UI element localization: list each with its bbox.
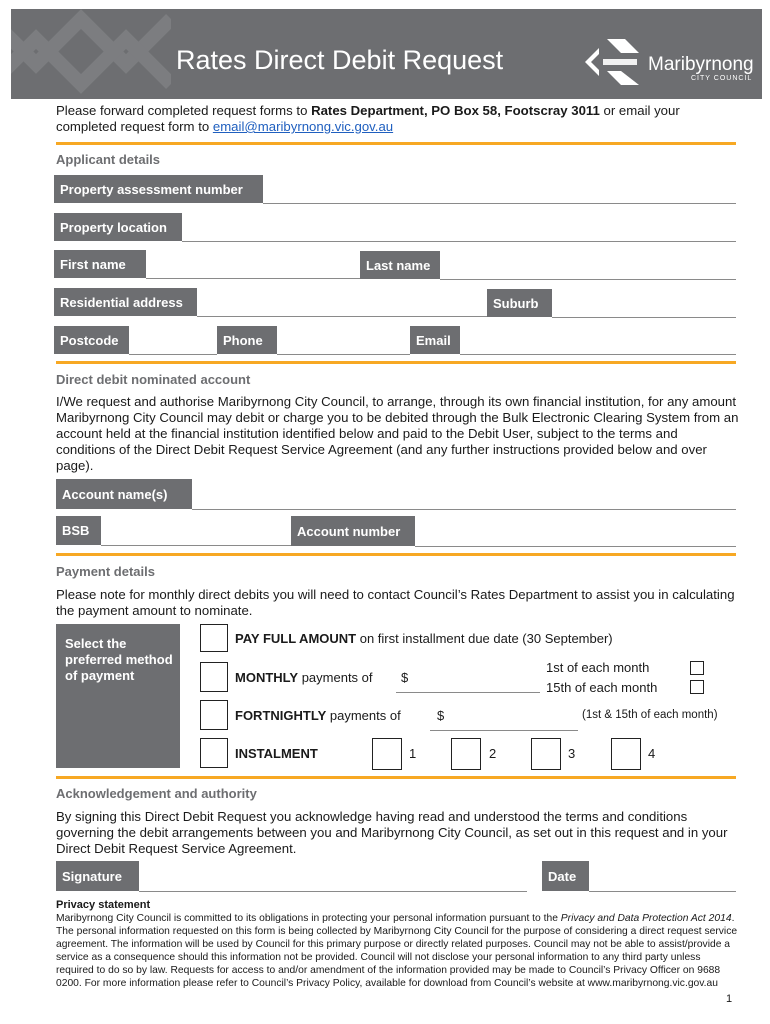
account-number-field[interactable] <box>415 546 736 547</box>
section-divider <box>56 776 736 779</box>
monthly-currency: $ <box>401 670 409 685</box>
last-name-label: Last name <box>360 251 440 279</box>
intro-text: Please forward completed request forms to Rates Department, PO Box 58, Footscray 3011 or email your completed request form to email@maribyrnong.vic.gov.au <box>56 103 680 134</box>
monthly-option-2-checkbox[interactable] <box>690 680 704 694</box>
email-field[interactable] <box>460 354 736 355</box>
monthly-label: MONTHLY payments of <box>235 670 373 685</box>
email-link[interactable]: email@maribyrnong.vic.gov.au <box>212 119 394 134</box>
account-number-label: Account number <box>291 516 415 546</box>
bsb-label: BSB <box>56 516 101 545</box>
phone-field[interactable] <box>277 354 410 355</box>
payment-note-text: Please note for monthly direct debits you will need to contact Council’s Rates Department to assist you in calculating the payment amount to nominate. <box>56 587 735 618</box>
acknowledgement-text: By signing this Direct Debit Request you acknowledge having read and understood the terms and conditions governing the debit arrangements between you and Maribyrnong City Council, as set out in this request and in your Direct Debit Request Service Agreement. <box>56 809 728 856</box>
fortnightly-checkbox[interactable] <box>200 700 228 730</box>
pay-full-amount-checkbox[interactable] <box>200 624 228 652</box>
property-location-field[interactable] <box>182 241 736 242</box>
section-divider <box>56 142 736 145</box>
monthly-option-1-checkbox[interactable] <box>690 661 704 675</box>
fortnightly-note: (1st & 15th of each month) <box>582 709 718 721</box>
account-names-field[interactable] <box>192 509 736 510</box>
monthly-option-2-label: 15th of each month <box>546 680 658 695</box>
header-banner <box>11 9 762 99</box>
residential-address-field[interactable] <box>197 316 487 317</box>
form-title: Rates Direct Debit Request <box>176 45 504 75</box>
acknowledgement-heading: Acknowledgement and authority <box>56 786 257 801</box>
payment-heading: Payment details <box>56 564 155 579</box>
date-field[interactable] <box>589 891 736 892</box>
phone-label: Phone <box>217 326 277 354</box>
account-heading: Direct debit nominated account <box>56 372 251 387</box>
privacy-statement-text: Maribyrnong City Council is committed to its obligations in protecting your personal information pursuant to the Privacy and Data Protection Act 2014. The personal information requested on this form is being collected by Maribyrnong City Council for the purpose of considering a direct request service agreement. The information will be used by Council for this primary purpose or directly related purposes. Council may not be able to assist/provide a service as a consequence should this information not be provided. Council will not disclose your personal information to any third party unless required to do so by law. Requests for access to and/or amendment of the information provided may be made to Council’s Privacy Officer on 9688 0200. For more information please refer to Council’s Privacy Policy, available for download from Council’s website at www.maribyrnong.vic.gov.au <box>56 913 738 989</box>
postcode-label: Postcode <box>54 326 129 354</box>
instalment-4-label: 4 <box>648 746 656 761</box>
instalment-3-checkbox[interactable] <box>531 738 561 770</box>
instalment-2-label: 2 <box>489 746 497 761</box>
instalment-1-checkbox[interactable] <box>372 738 402 770</box>
diamond-pattern-graphic <box>11 9 171 99</box>
residential-address-label: Residential address <box>54 288 197 316</box>
monthly-option-1-label: 1st of each month <box>546 660 650 675</box>
fortnightly-label: FORTNIGHTLY payments of <box>235 708 401 723</box>
privacy-heading: Privacy statement <box>56 899 151 911</box>
monthly-amount-field[interactable] <box>396 692 540 693</box>
date-label: Date <box>542 861 589 891</box>
first-name-field[interactable] <box>146 278 360 279</box>
suburb-label: Suburb <box>487 289 552 317</box>
payment-method-panel <box>56 624 180 768</box>
email-label: Email <box>410 326 460 354</box>
council-logo-icon <box>577 35 643 89</box>
instalment-2-checkbox[interactable] <box>451 738 481 770</box>
bsb-field[interactable] <box>101 545 291 546</box>
postcode-field[interactable] <box>129 354 217 355</box>
fortnightly-amount-field[interactable] <box>430 730 578 731</box>
applicant-details-heading: Applicant details <box>56 152 161 167</box>
section-divider <box>56 553 736 556</box>
signature-field[interactable] <box>139 891 527 892</box>
instalment-4-checkbox[interactable] <box>611 738 641 770</box>
property-location-label: Property location <box>54 213 182 241</box>
rates-address: Rates Department, PO Box 58, Footscray 3011 <box>311 103 600 118</box>
first-name-label: First name <box>54 250 146 278</box>
instalment-1-label: 1 <box>409 746 417 761</box>
logo-wordmark: Maribyrnong <box>648 54 754 75</box>
signature-label: Signature <box>56 861 139 891</box>
logo-subtitle: CITY COUNCIL <box>691 75 753 82</box>
fortnightly-currency: $ <box>437 708 445 723</box>
instalment-checkbox[interactable] <box>200 738 228 768</box>
page-number: 1 <box>726 993 733 1005</box>
account-names-label: Account name(s) <box>56 479 192 509</box>
suburb-field[interactable] <box>552 317 736 318</box>
section-divider <box>56 361 736 364</box>
monthly-checkbox[interactable] <box>200 662 228 692</box>
instalment-label: INSTALMENT <box>235 746 318 761</box>
property-assessment-number-field[interactable] <box>263 203 736 204</box>
account-authority-text: I/We request and authorise Maribyrnong City Council, to arrange, through its own financial institution, for any amount Maribyrnong City Council may debit or charge you to be debited through the Bulk Electronic Clearing System from an account held at the financial institution identified below and paid to the Debit User, subject to the terms and conditions of the Direct Debit Request Service Agreement (and any further instructions provided below and over page). <box>56 394 739 473</box>
pay-full-amount-label: PAY FULL AMOUNT on first installment due date (30 September) <box>235 631 613 646</box>
payment-method-label: Select the preferred method of payment <box>65 636 173 683</box>
instalment-3-label: 3 <box>568 746 576 761</box>
last-name-field[interactable] <box>440 279 736 280</box>
property-assessment-number-label: Property assessment number <box>54 175 263 203</box>
